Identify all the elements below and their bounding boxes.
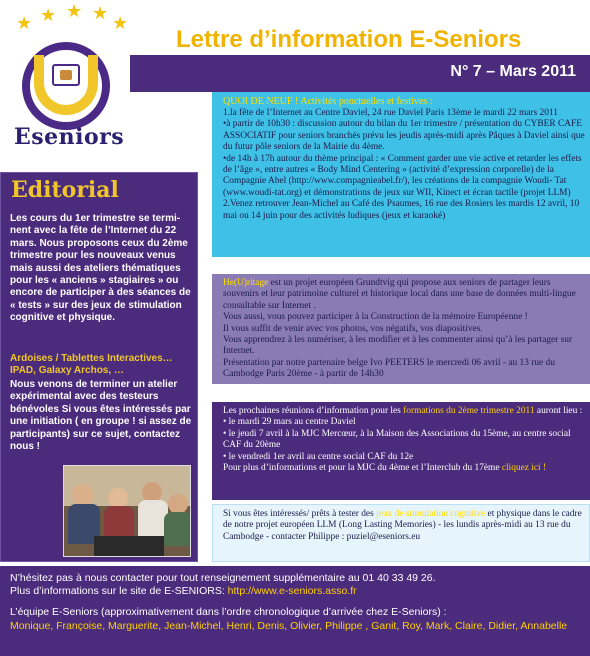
news-box [212,92,590,257]
editorial-box [0,172,198,562]
editorial-title: Editorial [11,177,119,203]
meetings-outro [223,463,585,474]
heritage-body [223,278,585,381]
heritage-line: Présentation par notre partenaire belge Ivo PEETERS le mercredi 06 avril - au 13 rue du Cambodge Paris 20ème - à partir de 14h30 [223,357,555,380]
stars-decoration [8,0,128,40]
footer-website-label: Plus d’informations sur le site de E-SENIORS: [10,585,228,597]
issue-band [130,55,590,92]
star-icon: ★ [40,5,57,25]
star-icon: ★ [92,3,109,23]
news-line: •de 14h à 17h autour du thème principal : « Comment garder une vie active et retarder les effets de l’âge », entre autres « Body Mind Centering » (activité d’expression corporelle) de la Compagnie Abel (http://www.compagnieabel.fr/), les créations de la compagnie Woudi- Tat (www.woudi-tat.org) et démonstrations de jeux sur WII, Kinect et écran tactile (projet LLM) [223,153,582,198]
heritage-box [212,274,590,384]
logo [0,0,130,160]
star-icon: ★ [66,1,83,21]
star-icon: ★ [112,13,129,33]
workshop-photo [63,465,191,557]
meetings-highlight: formations du 2ème trimestre 2011 [403,406,535,416]
footer [0,566,590,656]
news-body [223,108,585,222]
tests-body [223,509,583,543]
tests-box [212,504,590,562]
meeting-item: • le mardi 29 mars au centre Daviel [223,417,356,428]
news-line: •à partir de 10h30 : discussion autour du bilan du 1er trimestre / présentation du CYBER CAFE ASSOCIATIF pour seniors branchés prévu les jeudis après-midi après Pâques à Daviel ainsi que du futur pôle seniors de la Mairie du 4ème. [223,119,585,153]
newsletter-title: Lettre d’information E-Seniors [176,26,522,53]
heritage-intro [223,278,585,312]
heritage-line: Il vous suffit de venir avec vos photos, vos négatifs, vos diapositives. [223,323,483,334]
meeting-item: • le vendredi 1er avril au centre social CAF du 12e [223,451,414,462]
title-band [130,0,590,55]
heritage-intro-text: est un projet européen Grundtvig qui propose aux seniors de partager leurs souvenirs et leur patrimoine culturel et historique local dans une base de données multi-lingue consultable sur Internet . [223,278,576,311]
editorial-text: Les cours du 1er trimestre se termi-nent avec la fête de l’Internet du 22 mars. Nous proposons ceux du 2ème trimestre pour les nouveaux venus mais aussi des ateliers thématiques pour les « anciens » stagiaires » ou encore de participer à des séances de « tests » sur des jeux de stimulation cognitive et physique. [10,213,191,324]
tablets-title: Ardoises / Tablettes Interactives… IPAD, Galaxy Archos, … [10,353,173,377]
click-here-link[interactable]: cliquez ici ! [501,463,547,474]
news-line: 1.la fête de l’Internet au Centre Daviel, 24 rue Daviel Paris 13ème le mardi 22 mars 2011 [223,108,558,118]
meetings-intro-text: Les prochaines réunions d’information pour les [223,406,404,416]
issue-number: N° 7 – Mars 2011 [450,63,576,80]
footer-contact: N’hésitez pas à nous contacter pour tout renseignement supplémentaire au 01 40 33 49 26. [10,572,436,584]
meetings-box [212,402,590,500]
footer-website [10,585,357,597]
meetings-outro-text: Pour plus d’informations et pour la MJC du 4ème et l’Interclub du 17ème [223,463,502,474]
heritage-project-name: He(U)ritage [223,278,269,288]
meetings-intro-end: auront lieu : [534,406,583,416]
heritage-line: Vous apprendrez à les numériser, à les modifier et à les commenter ainsi qu’à les partager sur Internet. [223,335,573,357]
tests-text-post: et physique dans le cadre de notre projet européen LLM (Long Lasting Memories) - les lundis après-midi au 13 rue du Cambodge - contacter Philippe : puziel@eseniors.eu [223,509,582,542]
meeting-item: • le jeudi 7 avril à la MJC Mercœur, à la Maison des Associations du 15ème, au centre social CAF du 20ème [223,428,571,451]
tablets-text: Nous venons de terminer un atelier expérimental avec des testeurs bénévoles Si vous êtes intéressés par une initiation ( en groupe ! si assez de participants) sur ce sujet, contactez nous ! [10,379,192,453]
computer-icon [52,64,80,86]
heritage-line: Vous aussi, vous pouvez participer à la Construction de la mémoire Européenne ! [223,312,528,323]
logo-text: Eseniors [14,124,125,150]
website-link[interactable]: http://www.e-seniors.asso.fr [227,585,357,597]
news-line: 2.Venez retrouver Jean-Michel au Café des Psaumes, 16 rue des Rosiers les mardis 12 avril, 10 mai ou 14 juin pour des activités ludiques (jeux et karaoké) [223,199,580,221]
star-icon: ★ [16,13,33,33]
meetings-body [223,406,585,474]
news-heading: QUOI DE NEUF ! Activités ponctuelles et festives : [223,96,433,107]
team-names: Monique, Françoise, Marguerite, Jean-Michel, Henri, Denis, Olivier, Philippe , Ganit, Roy, Mark, Claire, Didier, Annabelle [10,620,568,632]
meetings-intro [223,406,585,417]
footer-team-label: L’équipe E-Seniors (approximativement dans l’ordre chronologique d’arrivée chez E-Seniors) : [10,606,447,618]
tests-highlight: jeux de stimulation cognitive [376,509,486,519]
tests-text-pre: Si vous êtes intéressés/ prêts à tester des [223,509,377,519]
